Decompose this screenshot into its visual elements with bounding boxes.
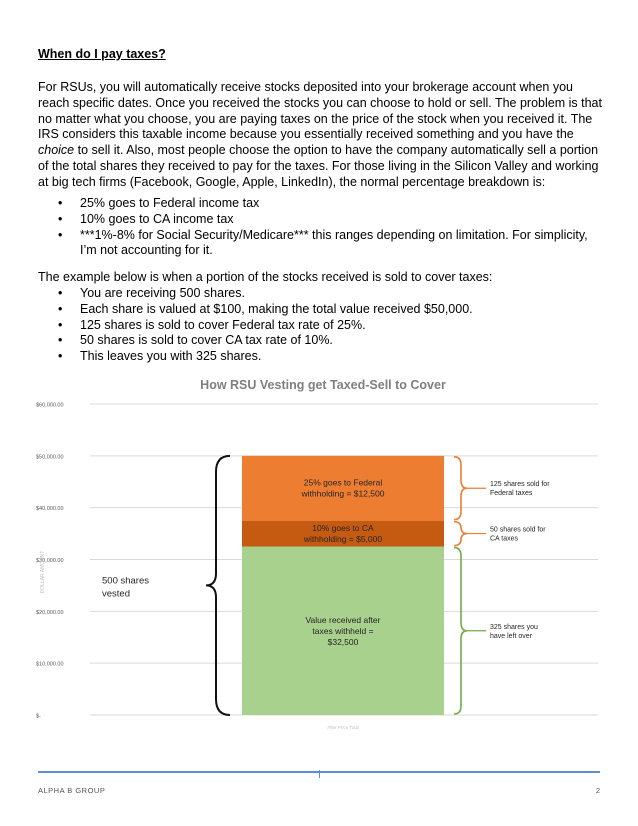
right-annotation-label: 125 shares sold for: [490, 481, 550, 489]
right-brace: [454, 457, 467, 520]
list-item: • 25% goes to Federal income tax: [56, 196, 596, 212]
left-annotation-label: vested: [102, 588, 130, 600]
y-tick-label: $10,000.00: [36, 661, 64, 668]
chart-title: How RSU Vesting get Taxed-Sell to Cover: [200, 378, 446, 392]
left-annotation-label: 500 shares: [102, 575, 150, 587]
footer-tick: [319, 770, 320, 778]
chart-svg: [30, 372, 616, 768]
y-tick-label: $50,000.00: [36, 454, 64, 461]
left-brace: [206, 456, 230, 715]
list-item: • You are receiving 500 shares.: [56, 286, 596, 302]
right-annotation-label: Federal taxes: [490, 490, 533, 498]
intro-text-part2: to sell it. Also, most people choose the option to have the company automatically sell a portion of the total shares they received to pay for the taxes. For those living in the Silicon Valley and working at big tech firms (Facebook, Google, Apple, LinkedIn), the normal percentage breakdown is:: [38, 143, 599, 189]
bar-segment-label: 10% goes to CA: [312, 523, 374, 534]
list-item: • Each share is valued at $100, making the total value received $50,000.: [56, 302, 596, 318]
right-annotation-label: CA taxes: [490, 535, 519, 543]
bar-segment-label: taxes withheld =: [312, 625, 374, 636]
right-brace: [454, 522, 467, 546]
tax-breakdown-list: [56, 196, 596, 259]
y-tick-label: $60,000.00: [36, 402, 64, 409]
y-tick-label: $-: [36, 713, 41, 720]
page-number: 2: [595, 786, 600, 795]
bar-segment-label: Value received after: [305, 614, 381, 625]
list-item: • 50 shares is sold to cover CA tax rate of 10%.: [56, 333, 596, 349]
bar-segment-label: withholding = $5,000: [303, 534, 383, 545]
y-tick-label: $20,000.00: [36, 609, 64, 616]
list-item: • ***1%-8% for Social Security/Medicare*** this ranges depending on limitation. For simplicity, I’m not accounting for it.: [56, 228, 596, 260]
right-brace: [454, 548, 467, 714]
footer-company: ALPHA B GROUP: [38, 786, 106, 795]
x-axis-label: After Price Total: [327, 725, 359, 730]
right-annotation-label: have left over: [490, 632, 533, 640]
right-annotation-label: 325 shares you: [490, 623, 538, 631]
y-axis-label: DOLLAR AMOUNT: [40, 550, 46, 594]
list-item: • 10% goes to CA income tax: [56, 212, 596, 228]
y-tick-label: $40,000.00: [36, 506, 64, 513]
intro-emphasis: choice: [38, 143, 75, 158]
bar-segment-label: withholding = $12,500: [301, 488, 385, 499]
bar-segment-label: $32,500: [327, 636, 359, 647]
bar-segment-label: 25% goes to Federal: [303, 477, 383, 488]
section-heading: When do I pay taxes?: [38, 47, 166, 61]
example-intro: The example below is when a portion of the stocks received is sold to cover taxes:: [38, 270, 493, 284]
rsu-tax-chart: [30, 372, 616, 768]
right-annotation-label: 50 shares sold for: [490, 526, 546, 534]
list-item: • 125 shares is sold to cover Federal tax rate of 25%.: [56, 318, 596, 334]
example-list: [56, 286, 596, 365]
intro-text-part1: For RSUs, you will automatically receive stocks deposited into your brokerage account when you reach specific dates. Once you received the stocks you can choose to hold or sell. The problem is that no matter what you choose, you are paying taxes on the price of the stock when you received it. The IRS considers this taxable income because you essentially received something and you have the: [38, 80, 602, 142]
intro-paragraph: [38, 80, 604, 191]
y-tick-label: $30,000.00: [36, 558, 64, 564]
list-item: • This leaves you with 325 shares.: [56, 349, 596, 365]
